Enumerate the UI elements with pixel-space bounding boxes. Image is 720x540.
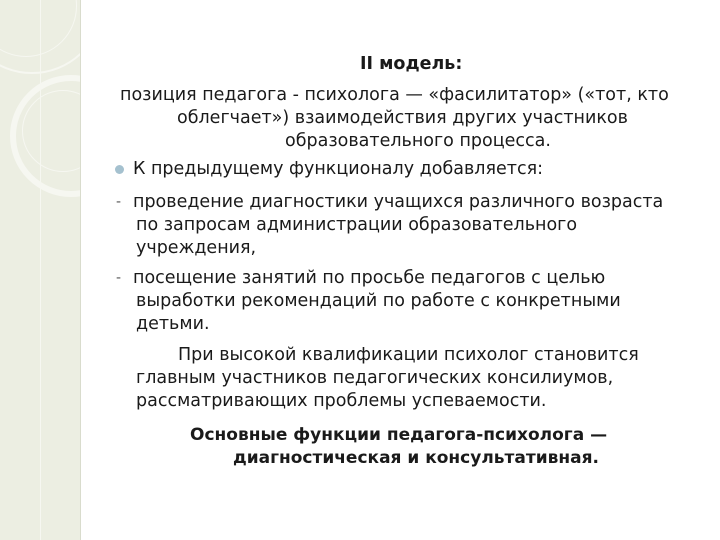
intro-line-2: облегчает») взаимодействия других участников bbox=[177, 108, 628, 128]
list-dash-1: - bbox=[116, 194, 122, 210]
slide-heading: II модель: bbox=[360, 54, 463, 74]
paragraph-line-2: главным участников педагогических консилиумов, bbox=[136, 368, 614, 388]
list-item-1-line-3: учреждения, bbox=[136, 238, 257, 258]
bullet-text: К предыдущему функционалу добавляется: bbox=[133, 159, 543, 179]
list-item-2-line-2: выработки рекомендаций по работе с конкретными bbox=[136, 291, 621, 311]
paragraph-line-3: рассматривающих проблемы успеваемости. bbox=[136, 391, 547, 411]
bullet-marker bbox=[115, 165, 124, 174]
list-item-1-line-1: проведение диагностики учащихся различного возраста bbox=[133, 192, 664, 212]
list-item-1-line-2: по запросам администрации образовательного bbox=[136, 215, 578, 235]
list-item-2-line-1: посещение занятий по просьбе педагогов с целью bbox=[133, 268, 606, 288]
conclusion-line-2: диагностическая и консультативная. bbox=[233, 448, 599, 468]
list-dash-2: - bbox=[116, 270, 122, 286]
paragraph-line-1: При высокой квалификации психолог становится bbox=[178, 345, 639, 365]
conclusion-line-1: Основные функции педагога-психолога — bbox=[190, 425, 608, 445]
intro-line-3: образовательного процесса. bbox=[285, 131, 551, 151]
intro-line-1: позиция педагога - психолога — «фасилитатор» («тот, кто bbox=[120, 85, 669, 105]
list-item-2-line-3: детьми. bbox=[136, 314, 210, 334]
